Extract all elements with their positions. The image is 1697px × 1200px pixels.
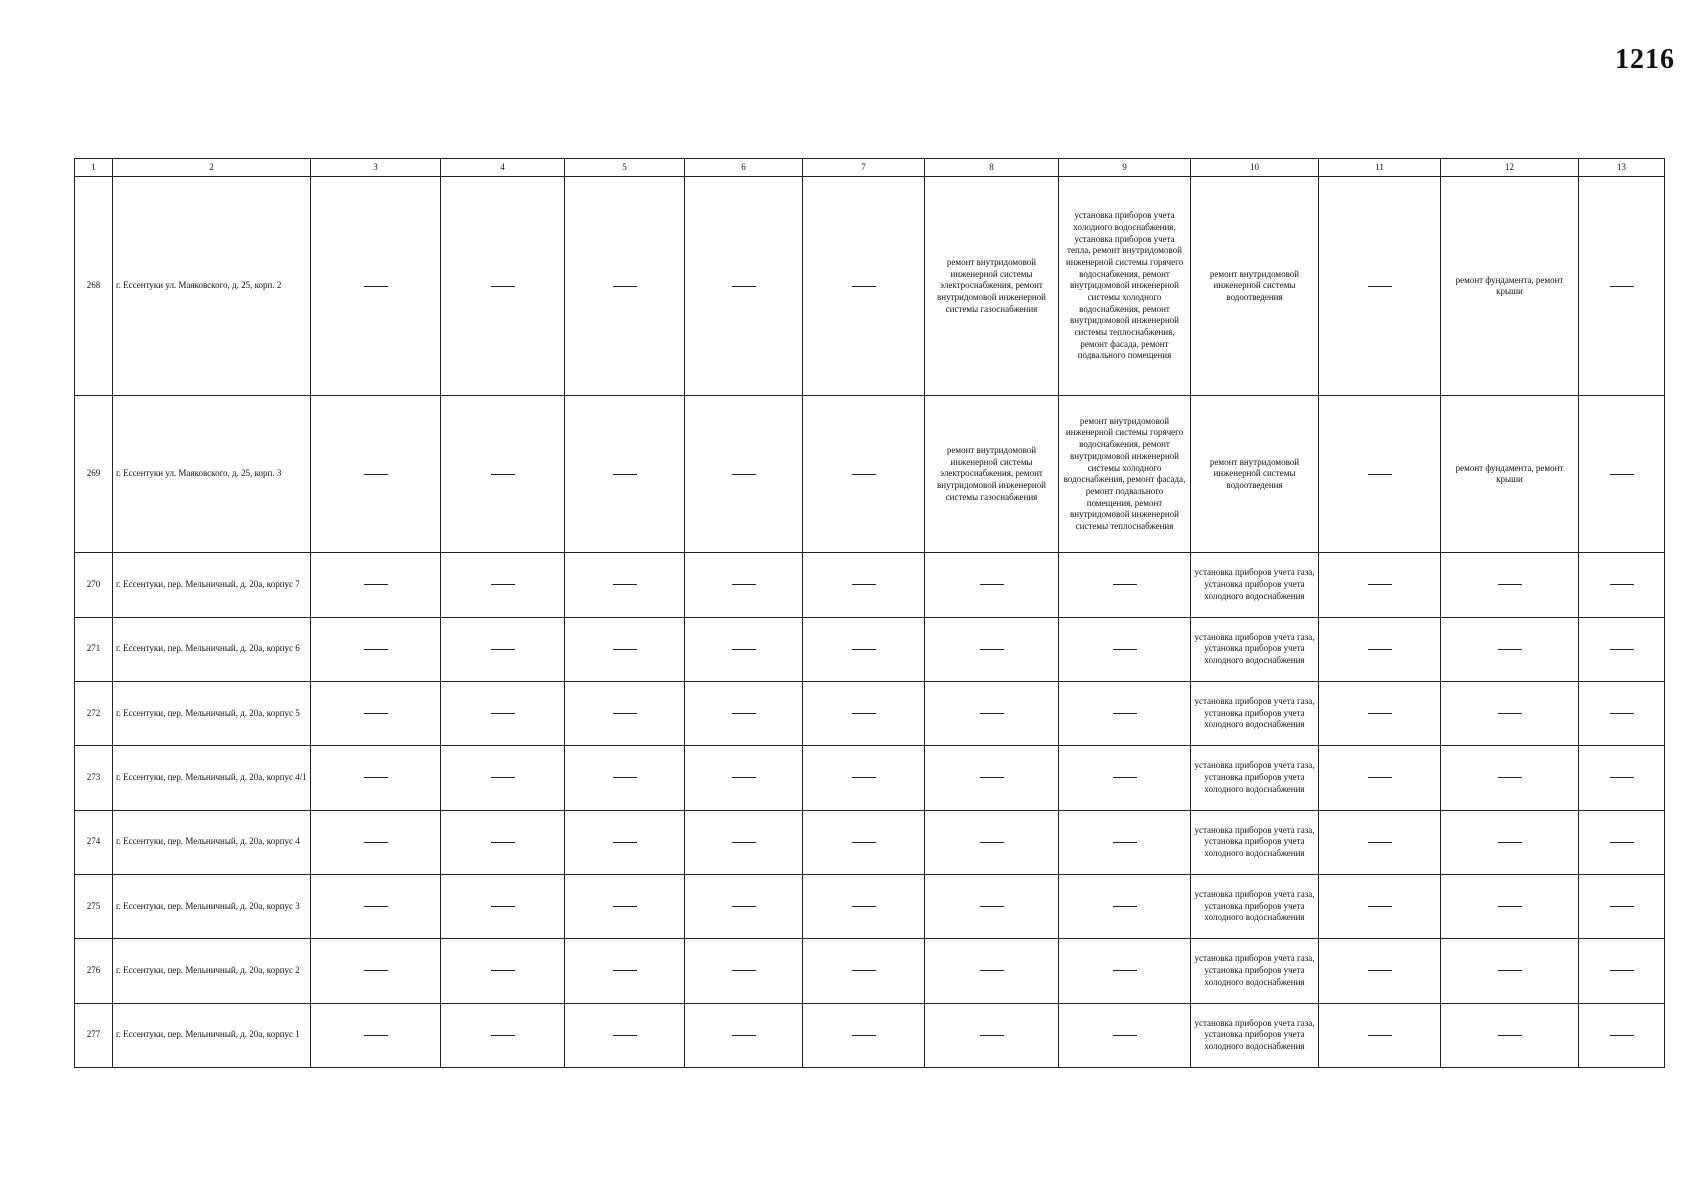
empty-cell — [565, 617, 685, 681]
empty-cell — [1319, 1003, 1441, 1067]
dash-mark — [1113, 906, 1137, 907]
dash-mark — [491, 649, 515, 650]
empty-cell — [1059, 1003, 1191, 1067]
dash-mark — [1368, 286, 1392, 287]
empty-cell — [565, 1003, 685, 1067]
address-cell: г. Ессентуки ул. Маяковского, д. 25, корп. 2 — [113, 177, 311, 396]
column-number: 11 — [1319, 159, 1441, 177]
column-number: 9 — [1059, 159, 1191, 177]
row-number: 272 — [75, 681, 113, 745]
row-number: 271 — [75, 617, 113, 681]
dash-mark — [613, 286, 637, 287]
dash-mark — [732, 474, 756, 475]
column-number: 2 — [113, 159, 311, 177]
empty-cell — [1059, 553, 1191, 617]
empty-cell — [803, 553, 925, 617]
dash-mark — [491, 906, 515, 907]
dash-mark — [732, 970, 756, 971]
column-number: 13 — [1579, 159, 1665, 177]
empty-cell — [803, 746, 925, 810]
empty-cell — [925, 553, 1059, 617]
empty-cell — [803, 396, 925, 553]
empty-cell — [803, 1003, 925, 1067]
dash-mark — [1610, 286, 1634, 287]
empty-cell — [1579, 177, 1665, 396]
empty-cell — [925, 874, 1059, 938]
empty-cell — [685, 874, 803, 938]
dash-mark — [1610, 649, 1634, 650]
empty-cell — [1319, 874, 1441, 938]
repair-schedule-table — [74, 158, 1665, 1068]
address-cell: г. Ессентуки, пер. Мельничный, д. 20а, корпус 4/1 — [113, 746, 311, 810]
dash-mark — [852, 649, 876, 650]
empty-cell — [1319, 396, 1441, 553]
dash-mark — [1610, 584, 1634, 585]
empty-cell — [1059, 746, 1191, 810]
dash-mark — [1113, 649, 1137, 650]
work-cell: ремонт внутридомовой инженерной системы электроснабжения, ремонт внутридомовой инженерной системы газоснабжения — [925, 177, 1059, 396]
empty-cell — [1319, 553, 1441, 617]
dash-mark — [491, 777, 515, 778]
empty-cell — [441, 177, 565, 396]
empty-cell — [1441, 874, 1579, 938]
column-number: 5 — [565, 159, 685, 177]
empty-cell — [1441, 746, 1579, 810]
dash-mark — [1368, 474, 1392, 475]
dash-mark — [1498, 713, 1522, 714]
empty-cell — [803, 810, 925, 874]
dash-mark — [1610, 777, 1634, 778]
empty-cell — [441, 681, 565, 745]
empty-cell — [1579, 396, 1665, 553]
column-number: 1 — [75, 159, 113, 177]
dash-mark — [732, 649, 756, 650]
dash-mark — [613, 1035, 637, 1036]
table-row — [75, 810, 1665, 874]
column-number: 8 — [925, 159, 1059, 177]
dash-mark — [852, 842, 876, 843]
dash-mark — [491, 970, 515, 971]
empty-cell — [441, 874, 565, 938]
work-cell: установка приборов учета холодного водоснабжения, установка приборов учета тепла, ремонт внутридомовой инженерной системы горячего водоснабжения, ремонт внутридомовой инженерной системы холодного водоснабжения, ремонт внутридомовой инженерной системы теплоснабжения, ремонт фасада, ремонт подвального помещения — [1059, 177, 1191, 396]
empty-cell — [1059, 681, 1191, 745]
work-cell: ремонт внутридомовой инженерной системы водоотведения — [1191, 177, 1319, 396]
empty-cell — [1059, 810, 1191, 874]
dash-mark — [732, 584, 756, 585]
empty-cell — [1579, 617, 1665, 681]
empty-cell — [925, 746, 1059, 810]
dash-mark — [1498, 584, 1522, 585]
empty-cell — [1319, 177, 1441, 396]
empty-cell — [311, 177, 441, 396]
empty-cell — [685, 396, 803, 553]
dash-mark — [852, 1035, 876, 1036]
empty-cell — [1319, 939, 1441, 1003]
dash-mark — [1113, 970, 1137, 971]
empty-cell — [1319, 681, 1441, 745]
dash-mark — [364, 474, 388, 475]
dash-mark — [613, 474, 637, 475]
empty-cell — [311, 746, 441, 810]
table-row — [75, 617, 1665, 681]
page-number: 1216 — [1615, 44, 1675, 75]
dash-mark — [980, 649, 1004, 650]
address-cell: г. Ессентуки, пер. Мельничный, д. 20а, корпус 3 — [113, 874, 311, 938]
dash-mark — [613, 906, 637, 907]
dash-mark — [491, 713, 515, 714]
dash-mark — [852, 777, 876, 778]
work-cell: ремонт фундамента, ремонт крыши — [1441, 396, 1579, 553]
dash-mark — [364, 713, 388, 714]
empty-cell — [441, 939, 565, 1003]
dash-mark — [852, 474, 876, 475]
dash-mark — [613, 777, 637, 778]
dash-mark — [1498, 777, 1522, 778]
address-cell: г. Ессентуки, пер. Мельничный, д. 20а, корпус 5 — [113, 681, 311, 745]
dash-mark — [1498, 1035, 1522, 1036]
dash-mark — [491, 286, 515, 287]
empty-cell — [311, 874, 441, 938]
dash-mark — [980, 842, 1004, 843]
empty-cell — [311, 810, 441, 874]
empty-cell — [1579, 553, 1665, 617]
work-cell: установка приборов учета газа, установка приборов учета холодного водоснабжения — [1191, 939, 1319, 1003]
empty-cell — [685, 617, 803, 681]
dash-mark — [852, 286, 876, 287]
dash-mark — [980, 777, 1004, 778]
dash-mark — [732, 286, 756, 287]
table-row — [75, 746, 1665, 810]
empty-cell — [441, 810, 565, 874]
dash-mark — [732, 713, 756, 714]
empty-cell — [803, 874, 925, 938]
row-number: 274 — [75, 810, 113, 874]
table-row — [75, 874, 1665, 938]
work-cell: установка приборов учета газа, установка приборов учета холодного водоснабжения — [1191, 810, 1319, 874]
table-row — [75, 681, 1665, 745]
dash-mark — [1368, 842, 1392, 843]
empty-cell — [441, 396, 565, 553]
dash-mark — [980, 1035, 1004, 1036]
empty-cell — [1441, 810, 1579, 874]
dash-mark — [491, 584, 515, 585]
dash-mark — [613, 713, 637, 714]
empty-cell — [1059, 617, 1191, 681]
empty-cell — [565, 396, 685, 553]
dash-mark — [1113, 713, 1137, 714]
dash-mark — [1368, 1035, 1392, 1036]
dash-mark — [364, 649, 388, 650]
work-cell: ремонт фундамента, ремонт крыши — [1441, 177, 1579, 396]
dash-mark — [1113, 584, 1137, 585]
empty-cell — [1441, 1003, 1579, 1067]
work-cell: ремонт внутридомовой инженерной системы горячего водоснабжения, ремонт внутридомовой инженерной системы холодного водоснабжения, ремонт фасада, ремонт подвального помещения, ремонт внутридомовой инженерной системы теплоснабжения — [1059, 396, 1191, 553]
dash-mark — [613, 584, 637, 585]
dash-mark — [732, 1035, 756, 1036]
empty-cell — [1579, 681, 1665, 745]
work-cell: установка приборов учета газа, установка приборов учета холодного водоснабжения — [1191, 874, 1319, 938]
dash-mark — [364, 777, 388, 778]
dash-mark — [1368, 970, 1392, 971]
dash-mark — [1610, 842, 1634, 843]
empty-cell — [1319, 617, 1441, 681]
dash-mark — [491, 1035, 515, 1036]
table-row — [75, 939, 1665, 1003]
empty-cell — [565, 553, 685, 617]
work-cell: ремонт внутридомовой инженерной системы электроснабжения, ремонт внутридомовой инженерной системы газоснабжения — [925, 396, 1059, 553]
dash-mark — [364, 842, 388, 843]
empty-cell — [925, 810, 1059, 874]
empty-cell — [1319, 746, 1441, 810]
row-number: 268 — [75, 177, 113, 396]
table-row — [75, 553, 1665, 617]
empty-cell — [685, 553, 803, 617]
dash-mark — [1368, 584, 1392, 585]
empty-cell — [311, 553, 441, 617]
row-number: 273 — [75, 746, 113, 810]
address-cell: г. Ессентуки, пер. Мельничный, д. 20а, корпус 4 — [113, 810, 311, 874]
empty-cell — [803, 177, 925, 396]
empty-cell — [441, 553, 565, 617]
empty-cell — [685, 810, 803, 874]
dash-mark — [1368, 649, 1392, 650]
dash-mark — [1368, 777, 1392, 778]
dash-mark — [1498, 649, 1522, 650]
dash-mark — [364, 1035, 388, 1036]
dash-mark — [1610, 906, 1634, 907]
empty-cell — [1579, 874, 1665, 938]
empty-cell — [311, 681, 441, 745]
empty-cell — [685, 681, 803, 745]
dash-mark — [364, 906, 388, 907]
dash-mark — [1610, 474, 1634, 475]
dash-mark — [491, 474, 515, 475]
empty-cell — [1579, 939, 1665, 1003]
empty-cell — [1441, 681, 1579, 745]
work-cell: установка приборов учета газа, установка приборов учета холодного водоснабжения — [1191, 1003, 1319, 1067]
empty-cell — [1441, 553, 1579, 617]
empty-cell — [803, 939, 925, 1003]
row-number: 269 — [75, 396, 113, 553]
empty-cell — [685, 939, 803, 1003]
work-cell: установка приборов учета газа, установка приборов учета холодного водоснабжения — [1191, 681, 1319, 745]
dash-mark — [364, 286, 388, 287]
empty-cell — [441, 746, 565, 810]
work-cell: установка приборов учета газа, установка приборов учета холодного водоснабжения — [1191, 553, 1319, 617]
dash-mark — [852, 970, 876, 971]
dash-mark — [1113, 777, 1137, 778]
dash-mark — [980, 970, 1004, 971]
table-row — [75, 396, 1665, 553]
empty-cell — [311, 396, 441, 553]
row-number: 276 — [75, 939, 113, 1003]
column-number-row — [75, 159, 1665, 177]
address-cell: г. Ессентуки, пер. Мельничный, д. 20а, корпус 6 — [113, 617, 311, 681]
empty-cell — [565, 810, 685, 874]
dash-mark — [1368, 713, 1392, 714]
dash-mark — [613, 970, 637, 971]
empty-cell — [925, 1003, 1059, 1067]
row-number: 277 — [75, 1003, 113, 1067]
empty-cell — [565, 681, 685, 745]
empty-cell — [1319, 810, 1441, 874]
empty-cell — [1579, 746, 1665, 810]
dash-mark — [1610, 970, 1634, 971]
address-cell: г. Ессентуки, пер. Мельничный, д. 20а, корпус 1 — [113, 1003, 311, 1067]
address-cell: г. Ессентуки, пер. Мельничный, д. 20а, корпус 7 — [113, 553, 311, 617]
address-cell: г. Ессентуки, пер. Мельничный, д. 20а, корпус 2 — [113, 939, 311, 1003]
column-number: 12 — [1441, 159, 1579, 177]
empty-cell — [925, 939, 1059, 1003]
dash-mark — [1498, 970, 1522, 971]
work-cell: ремонт внутридомовой инженерной системы водоотведения — [1191, 396, 1319, 553]
empty-cell — [685, 177, 803, 396]
dash-mark — [980, 584, 1004, 585]
dash-mark — [852, 584, 876, 585]
empty-cell — [1059, 874, 1191, 938]
dash-mark — [1610, 1035, 1634, 1036]
empty-cell — [803, 617, 925, 681]
empty-cell — [565, 939, 685, 1003]
dash-mark — [732, 842, 756, 843]
empty-cell — [1441, 939, 1579, 1003]
row-number: 275 — [75, 874, 113, 938]
empty-cell — [685, 746, 803, 810]
dash-mark — [1498, 842, 1522, 843]
empty-cell — [803, 681, 925, 745]
empty-cell — [441, 617, 565, 681]
dash-mark — [1368, 906, 1392, 907]
column-number: 3 — [311, 159, 441, 177]
table-row — [75, 177, 1665, 396]
column-number: 4 — [441, 159, 565, 177]
dash-mark — [980, 906, 1004, 907]
empty-cell — [925, 681, 1059, 745]
dash-mark — [364, 584, 388, 585]
empty-cell — [1059, 939, 1191, 1003]
empty-cell — [925, 617, 1059, 681]
dash-mark — [852, 713, 876, 714]
empty-cell — [1441, 617, 1579, 681]
empty-cell — [565, 874, 685, 938]
column-number: 7 — [803, 159, 925, 177]
table-row — [75, 1003, 1665, 1067]
dash-mark — [613, 649, 637, 650]
empty-cell — [565, 177, 685, 396]
dash-mark — [852, 906, 876, 907]
empty-cell — [565, 746, 685, 810]
dash-mark — [613, 842, 637, 843]
work-cell: установка приборов учета газа, установка приборов учета холодного водоснабжения — [1191, 746, 1319, 810]
column-number: 10 — [1191, 159, 1319, 177]
address-cell: г. Ессентуки ул. Маяковского, д. 25, корп. 3 — [113, 396, 311, 553]
empty-cell — [311, 617, 441, 681]
column-number: 6 — [685, 159, 803, 177]
dash-mark — [980, 713, 1004, 714]
dash-mark — [732, 777, 756, 778]
work-cell: установка приборов учета газа, установка приборов учета холодного водоснабжения — [1191, 617, 1319, 681]
row-number: 270 — [75, 553, 113, 617]
empty-cell — [441, 1003, 565, 1067]
empty-cell — [1579, 1003, 1665, 1067]
dash-mark — [732, 906, 756, 907]
empty-cell — [1579, 810, 1665, 874]
empty-cell — [685, 1003, 803, 1067]
dash-mark — [1498, 906, 1522, 907]
dash-mark — [364, 970, 388, 971]
dash-mark — [1610, 713, 1634, 714]
dash-mark — [1113, 1035, 1137, 1036]
dash-mark — [1113, 842, 1137, 843]
empty-cell — [311, 939, 441, 1003]
dash-mark — [491, 842, 515, 843]
empty-cell — [311, 1003, 441, 1067]
